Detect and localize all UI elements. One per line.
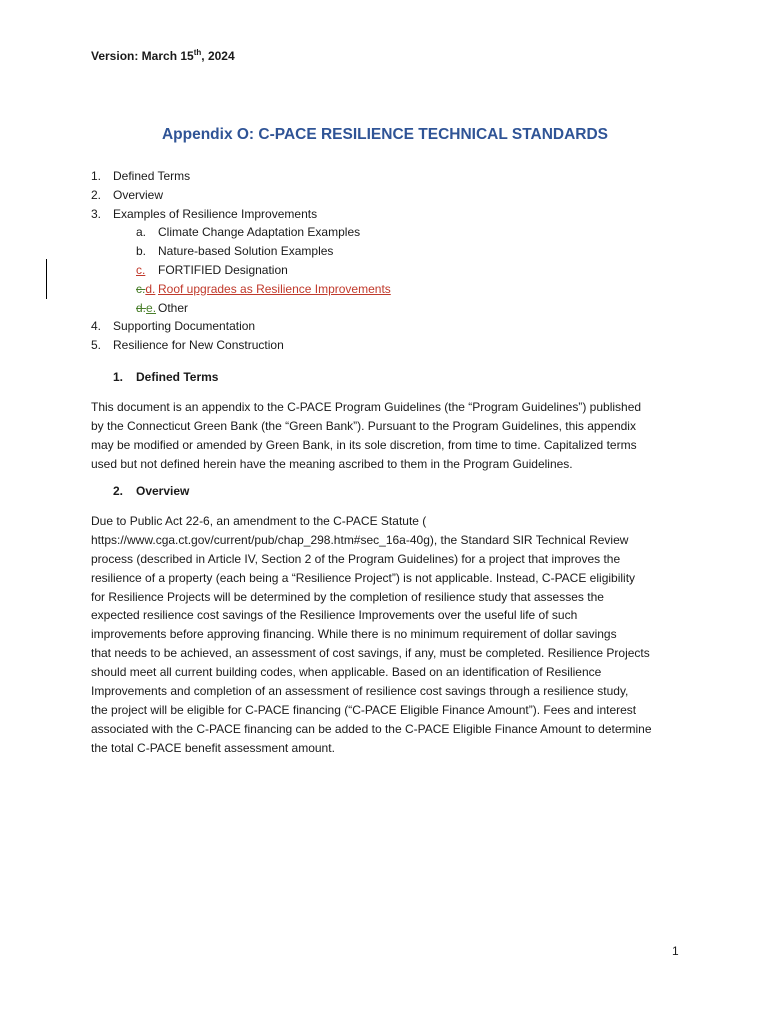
paragraph-line: https://www.cga.ct.gov/current/pub/chap_298.htm#sec_16a-40g), the Standard SIR Technical Review — [91, 532, 629, 547]
document-page: Version: March 15th, 2024 Appendix O: C-PACE RESILIENCE TECHNICAL STANDARDS 1. Defined Terms 2. Overview 3. Examples of Resilience Improvements a. Climate Change Adaptation Examples b. Nature-based Solution Examples c. FORTIFIED Designation c.d. Roof upgrades as Resilience Improvements d.e. Other 4. Supporting Documentation 5. Resilience for New Construction 1. Defined Terms This document is an appendix to the C-PACE Program Guidelines (the “Program Guidelines”) published by the Connecticut Green Bank (the “Green Bank”). Pursuant to the Program Guidelines, this appendix may be modified or amended by Green Bank, in its sole discretion, from time to time. Capitalized terms used but not defined herein have the meaning ascribed to them in the Program Guidelines. 2. Overview Due to Public Act 22-6, an amendment to the C-PACE Statute ( https://www.cga.ct.gov/current/pub/chap_298.htm#sec_16a-40g), the Standard SIR Technical Review process (described in Article IV, Section 2 of the Program Guidelines) for a project that improves the resilience of a property (each being a “Resilience Project”) is not applicable. Instead, C-PACE eligibility for Resilience Projects will be determined by the completion of resilience study that assesses the expected resilience cost savings of the Resilience Improvements over the useful life of such improvements before approving financing. While there is no minimum requirement of dollar savings that needs to be achieved, an assessment of cost savings, if any, must be completed. Resilience Projects should meet all current building codes, when applicable. Based on an identification of Resilience Improvements and completion of an assessment of resilience cost savings through a resilience study, the project will be eligible for C-PACE financing (“C-PACE Eligible Finance Amount”). Fees and interest associated with the C-PACE financing can be added to the C-PACE Eligible Finance Amount to determine the total C-PACE benefit assessment amount. 1 — [0, 0, 770, 1024]
paragraph-line: Improvements and completion of an assessment of resilience cost savings through a resilience study, — [91, 684, 629, 699]
paragraph-line: by the Connecticut Green Bank (the “Green Bank”). Pursuant to the Program Guidelines, this appendix — [91, 418, 636, 433]
section-paragraph — [91, 398, 691, 474]
inserted-number: d. — [145, 281, 156, 296]
paragraph-line: associated with the C-PACE financing can be added to the C-PACE Eligible Finance Amount to determine — [91, 721, 652, 736]
page-title: Appendix O: C-PACE RESILIENCE TECHNICAL STANDARDS — [161, 126, 609, 143]
paragraph-line: should meet all current building codes, when applicable. Based on an identification of Resilience — [91, 665, 602, 680]
paragraph-line: improvements before approving financing. While there is no minimum requirement of dollar savings — [91, 627, 617, 642]
paragraph-line: used but not defined herein have the meaning ascribed to them in the Program Guidelines. — [91, 456, 573, 471]
paragraph-line: the total C-PACE benefit assessment amount. — [91, 740, 335, 755]
version-year: , 2024 — [201, 49, 235, 63]
version-text: Version: March 15 — [91, 49, 194, 63]
version-line — [91, 48, 235, 63]
paragraph-line: the project will be eligible for C-PACE financing (“C-PACE Eligible Finance Amount”). Fees and interest — [91, 702, 637, 717]
paragraph-line: Due to Public Act 22-6, an amendment to the C-PACE Statute ( — [91, 514, 427, 528]
section-paragraph — [91, 512, 691, 758]
paragraph-line: that needs to be achieved, an assessment of cost savings, if any, must be completed. Resilience Projects — [91, 646, 650, 661]
deleted-number: d. — [136, 300, 147, 315]
inserted-number: e. — [146, 300, 157, 315]
version-superscript: th — [193, 48, 202, 57]
inserted-number: c. — [136, 262, 146, 277]
paragraph-line: This document is an appendix to the C-PACE Program Guidelines (the “Program Guidelines”) published — [91, 400, 642, 414]
paragraph-line: may be modified or amended by Green Bank, in its sole discretion, from time to time. Capitalized terms — [91, 437, 637, 452]
paragraph-line: for Resilience Projects will be determined by the completion of resilience study that assesses the — [91, 589, 604, 604]
page-number: 1 — [672, 944, 679, 958]
paragraph-line: resilience of a property (each being a “Resilience Project”) is not applicable. Instead, C-PACE eligibility — [91, 570, 636, 585]
paragraph-line: process (described in Article IV, Section 2 of the Program Guidelines) for a project that improves the — [91, 551, 621, 566]
change-bar — [46, 259, 47, 299]
inserted-text: Roof upgrades as Resilience Improvements — [158, 281, 391, 296]
deleted-number: c. — [136, 281, 146, 296]
paragraph-line: expected resilience cost savings of the Resilience Improvements over the useful life of such — [91, 608, 578, 623]
